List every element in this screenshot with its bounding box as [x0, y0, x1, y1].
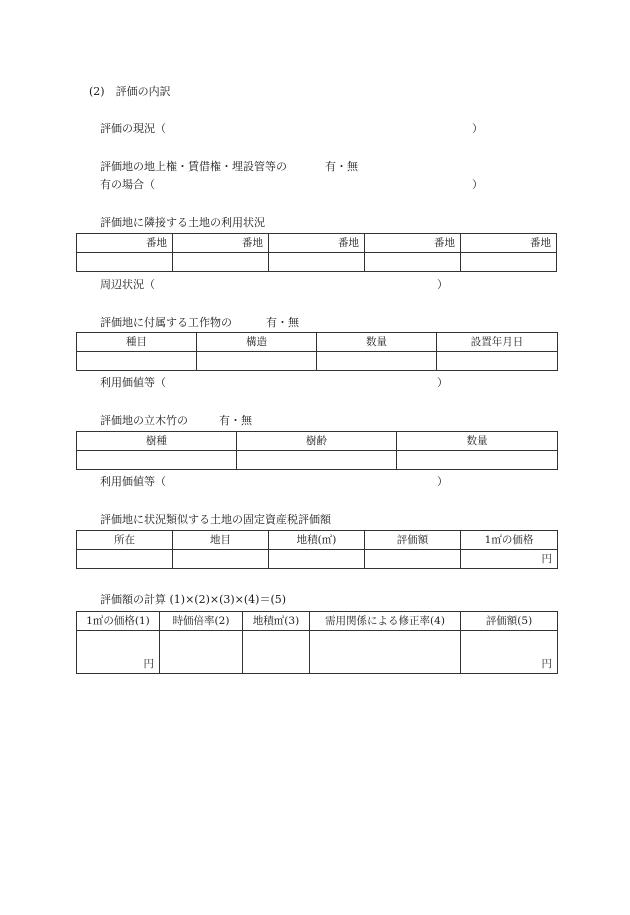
- trees-cell[interactable]: [237, 451, 397, 470]
- trees-value-close: ）: [437, 475, 448, 488]
- calc-heading: 評価額の計算 (1)×(2)×(3)×(4)＝(5): [100, 593, 287, 606]
- tax-cell[interactable]: [77, 550, 173, 569]
- trees-header: 数量: [397, 432, 558, 451]
- trees-options[interactable]: 有・無: [219, 414, 252, 427]
- calc-cell[interactable]: [160, 631, 243, 674]
- current-state-close: ）: [472, 122, 483, 135]
- calc-header: 1㎡の価格(1): [77, 612, 160, 631]
- trees-value-label: 利用価値等（: [100, 475, 166, 488]
- trees-table: [76, 431, 558, 470]
- calc-table: [76, 611, 558, 674]
- adjacent-cell[interactable]: [269, 253, 365, 272]
- calc-header: 時価倍率(2): [160, 612, 243, 631]
- structures-cell[interactable]: [77, 352, 197, 371]
- calc-header: 需用関係による修正率(4): [310, 612, 461, 631]
- structures-header: 数量: [317, 333, 437, 352]
- section-title: (2) 評価の内訳: [89, 85, 171, 98]
- structures-header: 種目: [77, 333, 197, 352]
- current-state-label: 評価の現況（: [100, 122, 166, 135]
- structures-table: [76, 332, 558, 371]
- adjacent-header: 番地: [269, 234, 365, 253]
- trees-cell[interactable]: [397, 451, 558, 470]
- structures-cell[interactable]: [317, 352, 437, 371]
- tax-header: 地目: [173, 531, 269, 550]
- surroundings-label: 周辺状況（: [100, 278, 155, 291]
- structures-header: 設置年月日: [437, 333, 558, 352]
- trees-header: 樹種: [77, 432, 237, 451]
- adjacent-header: 番地: [365, 234, 461, 253]
- tax-table: [76, 530, 558, 569]
- trees-header: 樹齢: [237, 432, 397, 451]
- structures-options[interactable]: 有・無: [266, 316, 299, 329]
- surroundings-close: ）: [437, 278, 448, 291]
- tax-header: 所在: [77, 531, 173, 550]
- adjacent-cell[interactable]: [365, 253, 461, 272]
- rights-options[interactable]: 有・無: [325, 160, 358, 173]
- adjacent-header: 番地: [461, 234, 557, 253]
- tax-header: 地積(㎡): [269, 531, 365, 550]
- adjacent-header: 番地: [173, 234, 269, 253]
- calc-cell[interactable]: [310, 631, 461, 674]
- tax-unit-cell[interactable]: 円: [461, 550, 558, 569]
- structures-header: 構造: [197, 333, 317, 352]
- structures-value-label: 利用価値等（: [100, 376, 166, 389]
- adjacent-cell[interactable]: [461, 253, 557, 272]
- rights-close: ）: [472, 178, 483, 191]
- calc-result-cell[interactable]: 円: [461, 631, 558, 674]
- adjacent-cell[interactable]: [77, 253, 173, 272]
- structures-cell[interactable]: [437, 352, 558, 371]
- tax-cell[interactable]: [365, 550, 461, 569]
- tax-cell[interactable]: [173, 550, 269, 569]
- calc-header: 評価額(5): [461, 612, 558, 631]
- trees-cell[interactable]: [77, 451, 237, 470]
- adjacent-heading: 評価地に隣接する土地の利用状況: [100, 216, 265, 229]
- structures-value-close: ）: [437, 376, 448, 389]
- tax-cell[interactable]: [269, 550, 365, 569]
- calc-price-cell[interactable]: 円: [77, 631, 160, 674]
- structures-heading: 評価地に付属する工作物の: [100, 316, 232, 329]
- adjacent-header: 番地: [77, 234, 173, 253]
- rights-if-yes-label: 有の場合（: [100, 178, 155, 191]
- adjacent-table: [76, 233, 557, 272]
- calc-header: 地積㎡(3): [243, 612, 310, 631]
- rights-label: 評価地の地上権・賃借権・埋設管等の: [100, 160, 287, 173]
- tax-header: 1㎡の価格: [461, 531, 558, 550]
- structures-cell[interactable]: [197, 352, 317, 371]
- tax-header: 評価額: [365, 531, 461, 550]
- adjacent-cell[interactable]: [173, 253, 269, 272]
- trees-heading: 評価地の立木竹の: [100, 414, 188, 427]
- calc-cell[interactable]: [243, 631, 310, 674]
- tax-heading: 評価地に状況類似する土地の固定資産税評価額: [100, 513, 331, 526]
